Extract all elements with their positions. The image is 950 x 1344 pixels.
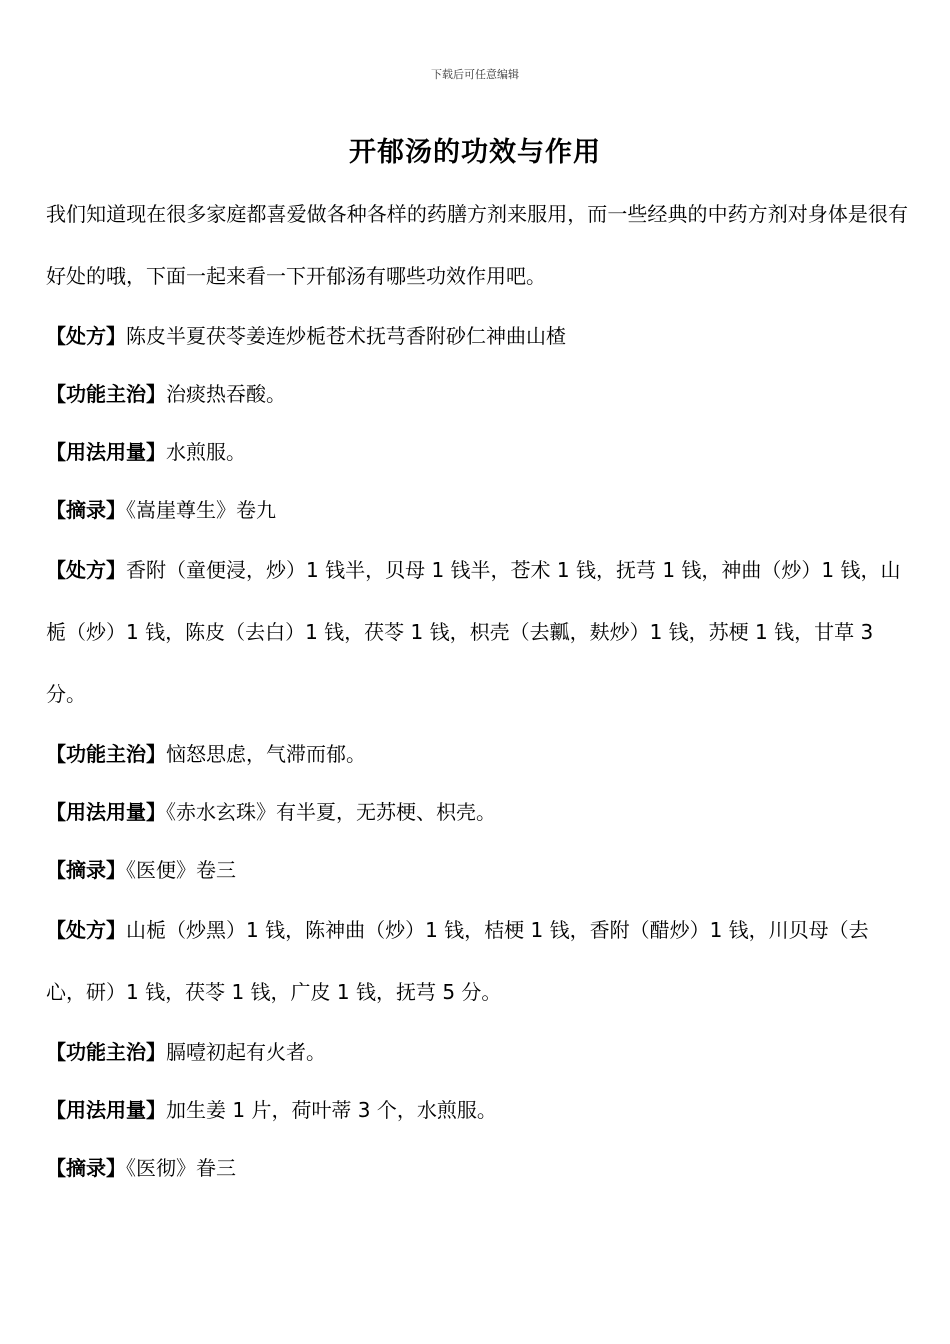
source-3 (46, 1139, 908, 1197)
function-3 (46, 1023, 908, 1081)
source-label: 【摘录】 (46, 1156, 126, 1180)
source-text: 《嵩崖尊生》卷九 (126, 498, 276, 522)
intro-paragraph: 我们知道现在很多家庭都喜爱做各种各样的药膳方剂来服用，而一些经典的中药方剂对身体是很有好处的哦，下面一起来看一下开郁汤有哪些功效作用吧。 (46, 202, 908, 288)
function-label: 【功能主治】 (46, 382, 166, 406)
prescription-label: 【处方】 (46, 558, 126, 582)
prescription-text: 山栀（炒黑）1 钱，陈神曲（炒）1 钱，桔梗 1 钱，香附（醋炒）1 钱，川贝母（去心，研）1 钱，茯苓 1 钱，广皮 1 钱，抚芎 5 分。 (46, 918, 869, 1004)
usage-label: 【用法用量】 (46, 1098, 166, 1122)
function-1 (46, 365, 908, 423)
function-label: 【功能主治】 (46, 742, 166, 766)
usage-label: 【用法用量】 (46, 800, 166, 824)
source-1 (46, 481, 908, 539)
usage-text: 加生姜 1 片，荷叶蒂 3 个，水煎服。 (166, 1098, 497, 1122)
function-label: 【功能主治】 (46, 1040, 166, 1064)
prescription-2 (46, 539, 908, 725)
prescription-1 (46, 307, 908, 365)
source-label: 【摘录】 (46, 498, 126, 522)
usage-1 (46, 423, 908, 481)
prescription-label: 【处方】 (46, 324, 126, 348)
usage-text: 《赤水玄珠》有半夏，无苏梗、枳壳。 (166, 800, 496, 824)
function-2 (46, 725, 908, 783)
prescription-3 (46, 899, 908, 1023)
source-text: 《医便》卷三 (126, 858, 236, 882)
prescription-label: 【处方】 (46, 918, 126, 942)
usage-text: 水煎服。 (166, 440, 246, 464)
function-text: 治痰热吞酸。 (166, 382, 286, 406)
source-2 (46, 841, 908, 899)
header-note: 下载后可任意编辑 (431, 68, 519, 81)
usage-label: 【用法用量】 (46, 440, 166, 464)
usage-3 (46, 1081, 908, 1139)
document-body (46, 183, 908, 1197)
page-title: 开郁汤的功效与作用 (349, 137, 601, 168)
prescription-text: 香附（童便浸，炒）1 钱半，贝母 1 钱半，苍术 1 钱，抚芎 1 钱，神曲（炒）1 钱，山栀（炒）1 钱，陈皮（去白）1 钱，茯苓 1 钱，枳壳（去瓤，麸炒）1 钱，苏梗 1 钱，甘草 3 分。 (46, 558, 901, 706)
source-text: 《医彻》眷三 (126, 1156, 236, 1180)
prescription-text: 陈皮半夏茯苓姜连炒栀苍术抚芎香附砂仁神曲山楂 (126, 324, 566, 348)
function-text: 膈噎初起有火者。 (166, 1040, 326, 1064)
usage-2 (46, 783, 908, 841)
function-text: 恼怒思虑，气滞而郁。 (166, 742, 366, 766)
source-label: 【摘录】 (46, 858, 126, 882)
